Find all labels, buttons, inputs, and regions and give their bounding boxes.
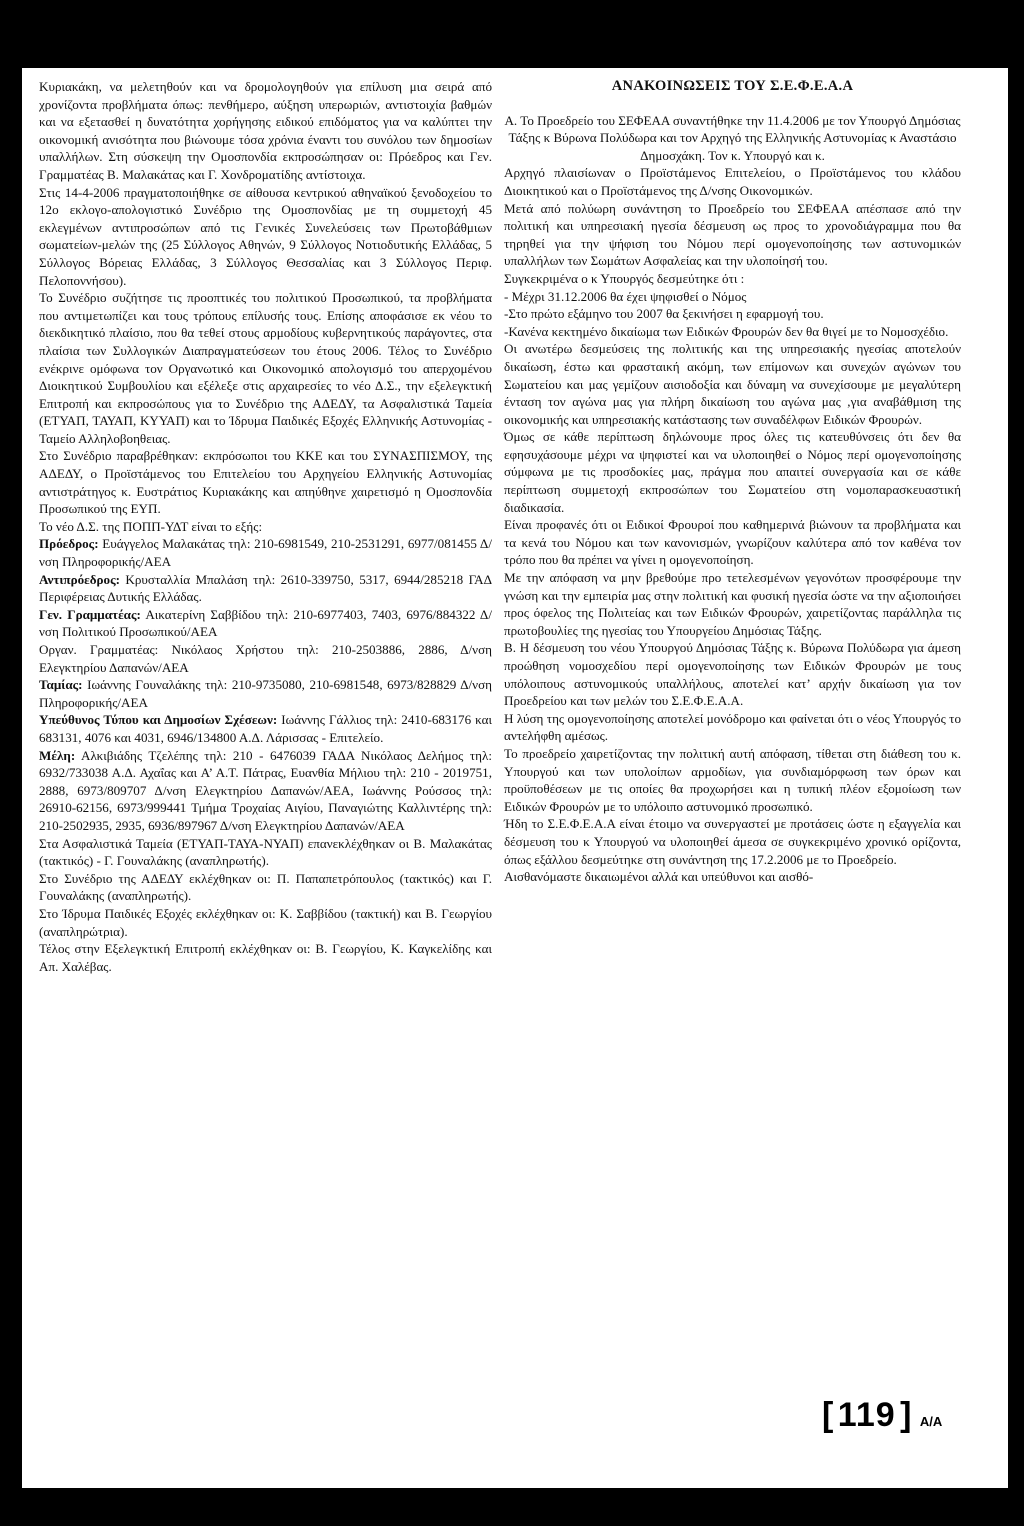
paragraph: Με την απόφαση να μην βρεθούμε προ τετελεσμένων γεγονότων προσφέρουμε την γνώση και την εμπειρία μας στην πολιτική και φυσική ηγεσία ώστε να την αξιοποιήσει προς όφελος της Πολιτείας και των Ειδικών Φρουρών, χαιρετίζοντας παράλληλα τις πρωτοβουλίες της ηγεσίας του Υπουργείου Δημόσιας Τάξης.	[504, 570, 961, 638]
right-column	[504, 78, 961, 886]
paragraph: Μετά από πολύωρη συνάντηση το Προεδρείο του ΣΕΦΕΑΑ απέσπασε από την πολιτική και υπηρεσιακή ηγεσία δέσμευση ως προς το χρονοδιάγραμμα που θα τηρηθεί για την ψήφιση του Νόμου περί ομογενοποίησης των αστυνομικών υπαλλήλων των Σωμάτων Ασφαλείας και την υλοποίησή του.	[504, 200, 961, 269]
paragraph: Είναι προφανές ότι οι Ειδικοί Φρουροί που καθημερινά βιώνουν τα προβλήματα και τα κενά του Νόμου και των κανονισμών, γνωρίζουν καλύτερα από τον καθένα τον τρόπο που θα πρέπει να γίνει η ομογενοποίηση.	[504, 517, 961, 568]
intro-paragraph: Α. Το Προεδρείο του ΣΕΦΕΑΑ συναντήθηκε την 11.4.2006 με τον Υπουργό Δημόσιας Τάξης κ Βύρωνα Πολύδωρα και τον Αρχηγό της Ελληνικής Αστυνομίας κ Αναστάσιο Δημοσχάκη. Τον κ. Υπουργό και κ.	[504, 112, 961, 163]
board-role: Αντιπρόεδρος:	[39, 571, 120, 587]
paragraph: Στο Ίδρυμα Παιδικές Εξοχές εκλέχθηκαν οι: Κ. Σαββίδου (τακτική) και Β. Γεωργίου (αναπληρώτρια).	[39, 905, 492, 939]
board-text: Ιωάννης Γουναλάκης τηλ: 210-9735080, 210-6981548, 6973/828829 Δ/νση Πληροφορικής/ΑΕΑ	[39, 677, 492, 710]
paragraph: Τέλος στην Εξελεγκτική Επιτροπή εκλέχθηκαν οι: Β. Γεωργίου, Κ. Καγκελίδης και Απ. Χαλέβας.	[39, 941, 492, 974]
paragraph: Αισθανόμαστε δικαιωμένοι αλλά και υπεύθυνοι και αισθό-	[504, 869, 814, 885]
paragraph: -Στο πρώτο εξάμηνο του 2007 θα ξεκινήσει η εφαρμογή του.	[504, 306, 824, 322]
paragraph: Η λύση της ομογενοποίησης αποτελεί μονόδρομο και φαίνεται ότι ο νέος Υπουργός το αντελήφθη αμέσως.	[504, 710, 961, 744]
board-text: Αικατερίνη Σαββίδου τηλ: 210-6977403, 7403, 6976/884322 Δ/νση Πολιτικού Προσωπικού/ΑΕΑ	[39, 606, 492, 640]
page-number-close-bracket: ]	[900, 1396, 912, 1434]
paragraph: Οι ανωτέρω δεσμεύσεις της πολιτικής και της υπηρεσιακής ηγεσίας αποτελούν δικαίωση, έστω και φρασταική ακόμη, των επίμονων και συνεχών αγώνων του Σωματείου και μας γεμίζουν αισιοδοξία και δύναμη να συνεχίσουμε με μεγαλύτερη ένταση τον αγώνα μας για πλήρη δικαίωση του αγώνα μας ,για αναβάθμιση της οικονομικής και υπηρεσιακής κατάστασης των συναδέλφων Ειδικών Φρουρών.	[504, 341, 961, 427]
board-text: Οργαν. Γραμματέας: Νικόλαος Χρήστου τηλ: 210-2503886, 2886, Δ/νση Ελεγκτηρίου Δαπανών/ΑΕΑ	[39, 642, 492, 675]
paragraph: Το νέο Δ.Σ. της ΠΟΠΠ-ΥΔΤ είναι το εξής:	[39, 518, 263, 534]
board-entry	[39, 711, 492, 746]
page-number	[822, 1396, 942, 1435]
paragraph: -Κανένα κεκτημένο δικαίωμα των Ειδικών Φρουρών δεν θα θιγεί με το Νομοσχέδιο.	[504, 323, 949, 339]
board-text: Ιωάννης Γάλλιος τηλ: 2410-683176 και 683131, 4076 και 4031, 6946/134800 Α.Δ. Λάρισσας - Επιτελείο.	[39, 712, 492, 745]
board-role: Υπεύθυνος Τύπου και Δημοσίων Σχέσεων:	[39, 712, 278, 728]
paragraph: Στο Συνέδριο παραβρέθηκαν: εκπρόσωποι του ΚΚΕ και του ΣΥΝΑΣΠΙΣΜΟΥ, της ΑΔΕΔΥ, ο Προϊστάμενος του Επιτελείου του Αρχηγείου Ελληνικής Αστυνομίας αντιστράτηγος κ. Ευστράτιος Κυριακάκης και απηύθηνε χαιρετισμό η Ομοσπονδία Προσωπικού της ΕΥΠ.	[39, 448, 492, 517]
paragraph: Στο Συνέδριο της ΑΔΕΔΥ εκλέχθηκαν οι: Π. Παπαπετρόπουλος (τακτικός) και Γ. Γουναλάκης (αναπληρωτής).	[39, 870, 492, 904]
paragraph: Κυριακάκη, να μελετηθούν και να δρομολογηθούν για επίλυση μια σειρά από χρονίζοντα προβλήματα όπως: πενθήμερο, αύξηση υπερωριών, αντιστοιχία βαθμών και να εξετασθεί η δυνατότητα χορήγησης ειδικού επιδόματος για να καλύπτει την οικονομική ανισότητα που βιώνουμε τόσα χρόνια έναντι του συνόλου των δημοσίων υπαλλήλων. Στη σύσκεψη την Ομοσπονδία εκπροσώπησαν οι: Πρόεδρος και Γεν. Γραμματέας Β. Μαλακάτας και Γ. Χονδροματίδης αντίστοιχα.	[39, 79, 492, 182]
board-role: Ταμίας:	[39, 677, 83, 693]
page	[22, 68, 1008, 1488]
page-number-open-bracket: [	[822, 1396, 834, 1434]
board-entry	[39, 571, 492, 606]
board-role: Γεν. Γραμματέας:	[39, 606, 141, 622]
page-number-suffix: Α/Α	[919, 1413, 943, 1429]
left-column	[39, 78, 492, 975]
paragraph: Όμως σε κάθε περίπτωση δηλώνουμε προς όλες τις κατευθύνσεις ότι δεν θα εφησυχάσουμε μέχρι να ψηφιστεί και να υλοποιηθεί ο Νόμος περί ομογενοποίησης σύμφωνα με τις προσδοκίες μας, πράγμα που απαιτεί συνεργασία και σε κάθε περίπτωση συμμετοχή εκπροσώπων του Σωματείου στη νομοπαρασκευαστική διαδικασία.	[504, 429, 961, 515]
paragraph: Στις 14-4-2006 πραγματοποιήθηκε σε αίθουσα κεντρικού αθηναϊκού ξενοδοχείου το 12ο εκλογο-απολογιστικό Συνέδριο της Ομοσπονδίας με τη συμμετοχή 45 εκλεγμένων αντιπροσώπων από τις Γενικές Συνελεύσεις των Πρωτοβάθμιων σωματείων-μελών της (25 Σύλλογος Αθηνών, 9 Σύλλογος Νοτιοδυτικής Ελλάδας, 5 Σύλλογος Βόρειας Ελλάδας, 3 Σύλλογος Θεσσαλίας και 3 Σύλλογος Περιφ. Πελοποννήσου).	[39, 184, 492, 288]
board-text: Κρυσταλλία Μπαλάση τηλ: 2610-339750, 5317, 6944/285218 ΓΑΔ Περιφέρειας Δυτικής Ελλάδας.	[39, 571, 492, 605]
paragraph: Αρχηγό πλαισίωναν ο Προϊστάμενος Επιτελείου, ο Προϊστάμενος του κλάδου Διοικητικού και ο Προϊστάμενος της Δ/νσης Οικονομικών.	[504, 165, 961, 198]
board-entry	[39, 606, 492, 641]
paragraph: Β. Η δέσμευση του νέου Υπουργού Δημόσιας Τάξης κ. Βύρωνα Πολύδωρα για άμεση προώθηση νομοσχεδίου περί ομογενοποίησης των Ειδικών Φρουρών με τους υπόλοιπους αστυνομικούς υπαλλήλους, αποτελεί κατ’ αρχήν δικαίωση για τον Προεδρείου και των μελών του Σ.Ε.Φ.Ε.Α.Α.	[504, 640, 961, 709]
board-text: Αλκιβιάδης Τζελέπης τηλ: 210 - 6476039 ΓΑΔΑ Νικόλαος Δελήμος τηλ: 6932/733038 Α.Δ. Αχαΐας και Α’ Α.Τ. Πάτρας, Ευανθία Μήλιου τηλ: 210 - 2019751, 2888, 6973/809707 Δ/νση Ελεγκτηρίου Δαπανών/ΑΕΑ, Ιωάννης Ρούσσος τηλ: 26910-62156, 6973/999441 Τμήμα Τροχαίας Αιγίου, Παναγιώτης Καλλιντέρης τηλ: 210-2502935, 2935, 6936/897967 Δ/νση Ελεγκτηρίου Δαπανών/ΑΕΑ	[39, 747, 492, 833]
board-entry	[39, 641, 492, 676]
page-number-value: 119	[837, 1396, 896, 1434]
board-role: Πρόεδρος:	[39, 536, 99, 552]
paragraph: Συγκεκριμένα ο κ Υπουργός δεσμεύτηκε ότι :	[504, 270, 745, 286]
paragraph: Το Συνέδριο συζήτησε τις προοπτικές του πολιτικού Προσωπικού, τα προβλήματα που αντιμετωπίζει και τους τρόπους επίλυσής τους. Επίσης αποφάσισε εκ νέου το διεκδικητικό πλαίσιο, που θα τεθεί στους αρμοδίους κυβερνητικούς παράγοντες, στα πλαίσια των Συλλογικών Διαπραγματεύσεων του έτους 2006. Τέλος το Συνέδριο ενέκρινε ομόφωνα τον Οργανωτικό και Οικονομικό απολογισμό του απερχομένου Διοικητικού Συμβουλίου και εξέλεξε στις αρχαιρεσίες το νέο Δ.Σ., την εξελεγκτική Επιτροπή και εκπροσώπους για το Συνέδριο της ΑΔΕΔΥ, τα Ασφαλιστικά Ταμεία (ΕΤΥΑΠ, ΤΑΥΑΠ, ΚΥΥΑΠ) και το Ίδρυμα Παιδικές Εξοχές Ελληνικής Αστυνομίας - Ταμείο Αλληλοβοηθειας.	[39, 290, 492, 446]
board-entry	[39, 676, 492, 711]
board-entry	[39, 747, 492, 835]
board-role: Μέλη:	[39, 747, 76, 763]
board-text: Ευάγγελος Μαλακάτας τηλ: 210-6981549, 210-2531291, 6977/081455 Δ/νση Πληροφορικής/ΑΕΑ	[39, 536, 492, 570]
announcements-heading: ΑΝΑΚΟΙΝΩΣΕΙΣ ΤΟΥ Σ.Ε.Φ.Ε.Α.Α	[611, 78, 854, 94]
paragraph: Στα Ασφαλιστικά Ταμεία (ΕΤΥΑΠ-ΤΑΥΑ-ΝΥΑΠ) επανεκλέχθηκαν οι Β. Μαλακάτας (τακτικός) - Γ. Γουναλάκης (αναπληρωτής).	[39, 835, 492, 869]
board-entry	[39, 535, 492, 570]
paragraph: Ήδη το Σ.Ε.Φ.Ε.Α.Α είναι έτοιμο να συνεργαστεί με προτάσεις ώστε η εξαγγελία και δέσμευση του κ Υπουργού να υλοποιηθεί άμεσα σε συγκεκριμένο χρονικό ορίζοντα, όπως εξάλλου δεσμεύτηκε στη συνάντηση της 17.2.2006 με το Προεδρείο.	[504, 816, 961, 867]
paragraph: - Μέχρι 31.12.2006 θα έχει ψηφισθεί ο Νόμος	[504, 288, 747, 304]
paragraph: Το προεδρείο χαιρετίζοντας την πολιτική αυτή απόφαση, τίθεται στη διάθεση του κ. Υπουργού και των υπολοίπων αρμοδίων, για συνδιαμόρφωση των όρων και προϋποθέσεων με τις οποίες θα προχωρήσει και η τυπική πλέον εξομοίωση των Ειδικών Φρουρών με το υπόλοιπο αστυνομικό προσωπικό.	[504, 745, 961, 814]
